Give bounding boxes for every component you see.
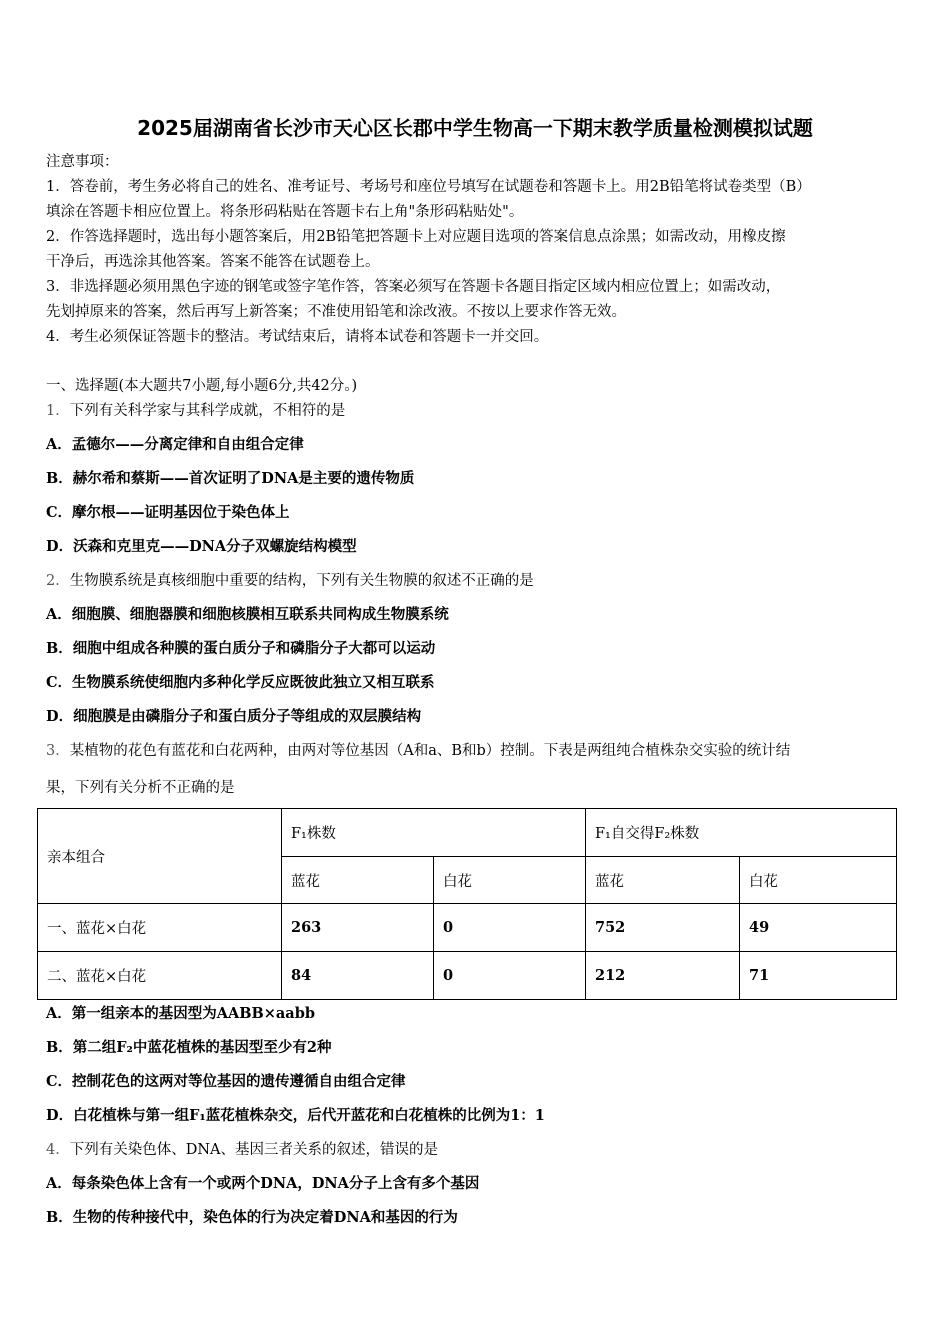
question-stem: 某植物的花色有蓝花和白花两种，由两对等位基因（A和a、B和b）控制。下表是两组纯合植株杂交实验的统计结	[69, 743, 791, 759]
notice-line: 4．考生必须保证答题卡的整洁。考试结束后，请将本试卷和答题卡一并交回。	[46, 329, 549, 345]
cell-f1-blue: 84	[282, 952, 434, 1000]
option-c: C．摩尔根——证明基因位于染色体上	[46, 504, 290, 521]
option-a: A．孟德尔——分离定律和自由组合定律	[46, 436, 304, 453]
option-a: A．细胞膜、细胞器膜和细胞核膜相互联系共同构成生物膜系统	[46, 606, 449, 623]
question-number: 2．	[46, 573, 70, 589]
notice-line: 先划掉原来的答案，然后再写上新答案；不准使用铅笔和涂改液。不按以上要求作答无效。	[46, 304, 626, 320]
cell-f1-blue: 263	[282, 904, 434, 952]
table-row	[38, 952, 897, 1000]
row-label: 一、蓝花×白花	[38, 904, 282, 952]
option-c: C．生物膜系统使细胞内多种化学反应既彼此独立又相互联系	[46, 674, 435, 691]
table-row	[38, 904, 897, 952]
question-stem-continued: 果，下列有关分析不正确的是	[46, 780, 235, 796]
option-b: B．细胞中组成各种膜的蛋白质分子和磷脂分子大都可以运动	[46, 640, 436, 657]
notice-line: 2．作答选择题时，选出每小题答案后，用2B铅笔把答题卡上对应题目选项的答案信息点涂黑；如需改动，用橡皮擦	[46, 229, 786, 245]
option-d: D．沃森和克里克——DNA分子双螺旋结构模型	[46, 538, 357, 555]
notice-heading: 注意事项：	[46, 154, 119, 170]
option-a: A．每条染色体上含有一个或两个DNA，DNA分子上含有多个基因	[46, 1175, 480, 1192]
notice-line: 1．答卷前，考生务必将自己的姓名、准考证号、考场号和座位号填写在试题卷和答题卡上。用2B铅笔将试卷类型（B）	[46, 179, 811, 195]
cross-results-table	[37, 808, 897, 1000]
subheader-blue: 蓝花	[282, 857, 434, 904]
notice-line: 3．非选择题必须用黑色字迹的钢笔或签字笔作答，答案必须写在答题卡各题目指定区域内相应位置上；如需改动，	[46, 279, 781, 295]
option-b: B．赫尔希和蔡斯——首次证明了DNA是主要的遗传物质	[46, 470, 415, 487]
header-f2: F₁自交得F₂株数	[586, 809, 897, 857]
question-stem: 生物膜系统是真核细胞中重要的结构，下列有关生物膜的叙述不正确的是	[69, 573, 534, 589]
cell-f1-white: 0	[434, 904, 586, 952]
notice-line: 干净后，再选涂其他答案。答案不能答在试题卷上。	[46, 254, 380, 270]
option-b: B．第二组F₂中蓝花植株的基因型至少有2种	[46, 1039, 332, 1056]
cell-f2-blue: 212	[586, 952, 740, 1000]
question-number: 4．	[46, 1142, 70, 1158]
question-2	[46, 571, 534, 591]
option-d: D．白花植株与第一组F₁蓝花植株杂交，后代开蓝花和白花植株的比例为1：1	[46, 1107, 545, 1124]
section-heading: 一、选择题(本大题共7小题,每小题6分,共42分。)	[46, 378, 358, 394]
option-c: C．控制花色的这两对等位基因的遗传遵循自由组合定律	[46, 1073, 406, 1090]
row-label: 二、蓝花×白花	[38, 952, 282, 1000]
option-b: B．生物的传种接代中，染色体的行为决定着DNA和基因的行为	[46, 1209, 458, 1226]
header-parent: 亲本组合	[38, 809, 282, 904]
question-stem: 下列有关科学家与其科学成就，不相符的是	[69, 403, 346, 419]
question-3	[46, 741, 790, 761]
subheader-blue: 蓝花	[586, 857, 740, 904]
option-a: A．第一组亲本的基因型为AABB×aabb	[46, 1005, 315, 1022]
subheader-white: 白花	[434, 857, 586, 904]
question-1	[46, 401, 345, 421]
cell-f2-white: 49	[740, 904, 897, 952]
header-f1: F₁株数	[282, 809, 586, 857]
question-4	[46, 1140, 438, 1160]
cell-f1-white: 0	[434, 952, 586, 1000]
question-number: 3．	[46, 743, 70, 759]
page-title: 2025届湖南省长沙市天心区长郡中学生物高一下期末教学质量检测模拟试题	[137, 116, 813, 140]
question-number: 1．	[46, 403, 70, 419]
notice-line: 填涂在答题卡相应位置上。将条形码粘贴在答题卡右上角"条形码粘贴处"。	[46, 204, 524, 220]
subheader-white: 白花	[740, 857, 897, 904]
question-stem: 下列有关染色体、DNA、基因三者关系的叙述，错误的是	[69, 1142, 439, 1158]
cell-f2-white: 71	[740, 952, 897, 1000]
cell-f2-blue: 752	[586, 904, 740, 952]
option-d: D．细胞膜是由磷脂分子和蛋白质分子等组成的双层膜结构	[46, 708, 422, 725]
